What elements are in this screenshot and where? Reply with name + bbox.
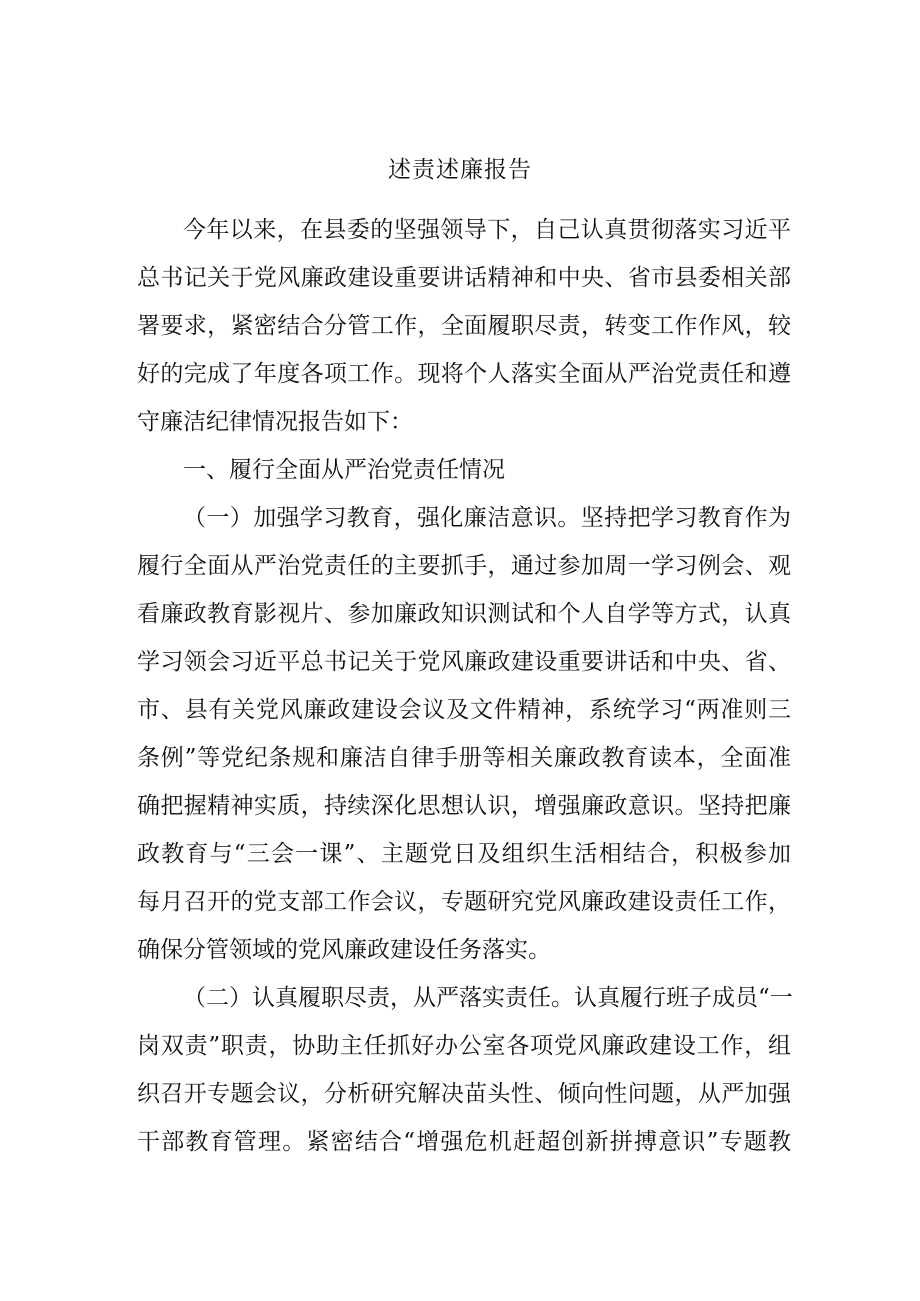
paragraph-line: 学习领会习近平总书记关于党风廉政建设重要讲话和中央、省、: [137, 649, 791, 675]
paragraph-line: 市、县有关党风廉政建设会议及文件精神，系统学习“两准则三: [137, 697, 791, 723]
paragraph-line: 守廉洁纪律情况报告如下：: [137, 409, 413, 435]
paragraph-line: 岗双责”职责，协助主任抓好办公室各项党风廉政建设工作，组: [137, 1033, 791, 1059]
paragraph-line: 确保分管领域的党风廉政建设任务落实。: [137, 937, 551, 963]
paragraph-line: 政教育与“三会一课”、主题党日及组织生活相结合，积极参加: [137, 841, 791, 867]
paragraph-line: 每月召开的党支部工作会议，专题研究党风廉政建设责任工作，: [137, 889, 791, 915]
paragraph-line: 好的完成了年度各项工作。现将个人落实全面从严治党责任和遵: [137, 361, 791, 387]
paragraph-line: 署要求，紧密结合分管工作，全面履职尽责，转变工作作风，较: [137, 313, 791, 339]
paragraph-line: 织召开专题会议，分析研究解决苗头性、倾向性问题，从严加强: [137, 1081, 791, 1107]
paragraph-line: 履行全面从严治党责任的主要抓手，通过参加周一学习例会、观: [137, 553, 791, 579]
paragraph-line: （二）认真履职尽责，从严落实责任。认真履行班子成员“一: [183, 985, 793, 1011]
paragraph-line: 看廉政教育影视片、参加廉政知识测试和个人自学等方式，认真: [137, 601, 791, 627]
paragraph-line: 总书记关于党风廉政建设重要讲话精神和中央、省市县委相关部: [137, 265, 791, 291]
document-title: 述责述廉报告: [388, 157, 532, 183]
paragraph-line: 条例”等党纪条规和廉洁自律手册等相关廉政教育读本，全面准: [137, 745, 791, 771]
paragraph-line: （一）加强学习教育，强化廉洁意识。坚持把学习教育作为: [183, 505, 791, 531]
paragraph-line: 确把握精神实质，持续深化思想认识，增强廉政意识。坚持把廉: [137, 793, 791, 819]
paragraph-line: 干部教育管理。紧密结合“增强危机赶超创新拼搏意识”专题教: [137, 1129, 791, 1155]
paragraph-line: 今年以来，在县委的坚强领导下，自己认真贯彻落实习近平: [183, 217, 791, 243]
section-heading: 一、履行全面从严治党责任情况: [183, 457, 505, 483]
